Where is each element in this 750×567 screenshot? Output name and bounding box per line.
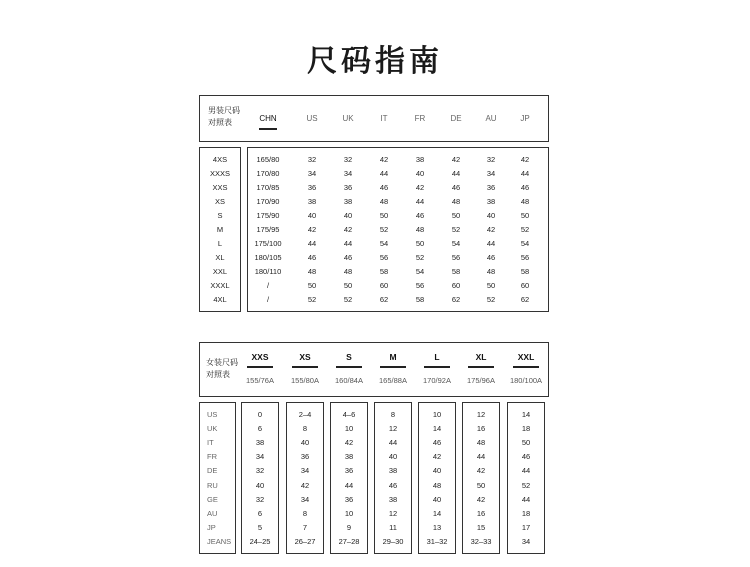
men-table-cell: 56 xyxy=(451,253,461,262)
men-table-cell: 42 xyxy=(307,225,317,234)
men-table-cell: 50 xyxy=(307,281,317,290)
men-table-cell: 58 xyxy=(379,267,389,276)
men-table-cell: 60 xyxy=(451,281,461,290)
men-table-cell: 56 xyxy=(520,253,530,262)
men-table-cell: 44 xyxy=(307,239,317,248)
women-table-cell: 8 xyxy=(302,508,308,518)
men-table-cell: 58 xyxy=(415,295,425,304)
women-table-cell: 44 xyxy=(388,438,398,448)
women-row-label: US xyxy=(207,410,218,419)
men-size-label: XXL xyxy=(212,267,228,276)
men-table-cell: 36 xyxy=(307,183,317,192)
men-table-cell: 48 xyxy=(520,197,530,206)
men-table-cell: 54 xyxy=(520,239,530,248)
men-table-cell: 38 xyxy=(415,155,425,164)
men-table-cell: 44 xyxy=(415,197,425,206)
men-table-cell: 34 xyxy=(486,169,496,178)
men-header-au: AU xyxy=(485,114,497,123)
women-table-cell: 46 xyxy=(432,438,442,448)
women-size-xl: XL xyxy=(475,352,487,362)
men-size-label: S xyxy=(217,211,223,220)
men-size-label: XL xyxy=(215,253,225,262)
men-table-cell: 50 xyxy=(520,211,530,220)
women-table-cell: 44 xyxy=(521,494,531,504)
women-table-cell: 42 xyxy=(476,466,486,476)
men-size-label: 4XL xyxy=(213,295,227,304)
women-size-measure: 170/92A xyxy=(423,376,451,385)
women-size-xxs: XXS xyxy=(251,352,269,362)
women-row-label: AU xyxy=(207,508,218,518)
women-label-column-box xyxy=(199,402,236,554)
men-table-cell: 58 xyxy=(520,267,530,276)
women-size-measure: 160/84A xyxy=(335,376,363,385)
men-table-cell: 40 xyxy=(343,211,353,220)
women-table-cell: 32 xyxy=(255,494,265,504)
men-size-label: XXXL xyxy=(210,281,230,290)
women-row-label: DE xyxy=(207,466,218,476)
men-table-cell: 62 xyxy=(379,295,389,304)
women-table-cell: 40 xyxy=(300,438,310,448)
men-table-cell: 48 xyxy=(486,267,496,276)
men-table-cell: 58 xyxy=(451,267,461,276)
men-table-cell: 165/80 xyxy=(256,155,280,164)
men-table-cell: 44 xyxy=(451,169,461,178)
men-table-cell: 42 xyxy=(415,183,425,192)
men-table-cell: 50 xyxy=(415,239,425,248)
women-table-cell: 42 xyxy=(432,452,442,462)
men-table-cell: 52 xyxy=(486,295,496,304)
women-size-underline xyxy=(380,366,406,368)
men-header-de: DE xyxy=(450,114,462,123)
women-table-cell: 46 xyxy=(388,480,398,490)
men-table-cell: 46 xyxy=(520,183,530,192)
women-size-measure: 175/96A xyxy=(467,376,495,385)
women-table-cell: 12 xyxy=(476,410,486,419)
men-table-cell: 54 xyxy=(415,267,425,276)
men-table-label: 男装尺码 对照表 xyxy=(208,106,240,127)
women-table-cell: 8 xyxy=(390,410,396,419)
women-table-cell: 16 xyxy=(476,424,486,434)
men-table-cell: 46 xyxy=(486,253,496,262)
women-table-cell: 11 xyxy=(389,522,397,532)
women-size-underline xyxy=(513,366,539,368)
men-table-cell: 48 xyxy=(379,197,389,206)
men-size-label: L xyxy=(217,239,223,248)
women-table-cell: 0 xyxy=(257,410,263,419)
women-size-s: S xyxy=(346,352,352,362)
women-table-cell: 18 xyxy=(521,424,531,434)
women-table-cell: 40 xyxy=(388,452,398,462)
men-table-cell: 42 xyxy=(379,155,389,164)
women-row-label: IT xyxy=(207,438,214,448)
men-table-cell: 32 xyxy=(486,155,496,164)
men-table-cell: 180/110 xyxy=(254,267,282,276)
men-table-cell: 38 xyxy=(343,197,353,206)
men-table-cell: 46 xyxy=(343,253,353,262)
men-table-cell: 50 xyxy=(343,281,353,290)
men-header-it: IT xyxy=(380,114,388,123)
women-size-underline xyxy=(336,366,362,368)
women-table-cell: 18 xyxy=(521,508,531,518)
women-table-label: 女装尺码 对照表 xyxy=(206,358,238,379)
women-size-measure: 165/88A xyxy=(379,376,407,385)
women-table-cell: 42 xyxy=(476,494,486,504)
men-table-cell: 48 xyxy=(307,267,317,276)
men-table-cell: 175/95 xyxy=(256,225,280,234)
men-table-cell: 175/90 xyxy=(256,211,280,220)
women-size-underline xyxy=(247,366,273,368)
men-table-cell: 60 xyxy=(520,281,530,290)
men-header-fr: FR xyxy=(414,114,426,123)
women-table-cell: 31–32 xyxy=(426,536,448,546)
men-header-jp: JP xyxy=(520,114,530,123)
women-table-cell: 44 xyxy=(344,480,354,490)
women-header-box xyxy=(199,342,549,397)
men-table-cell: 48 xyxy=(451,197,461,206)
women-table-cell: 38 xyxy=(388,494,398,504)
women-table-cell: 48 xyxy=(432,480,442,490)
men-table-cell: 56 xyxy=(415,281,425,290)
men-table-cell: 40 xyxy=(415,169,425,178)
men-table-cell: 34 xyxy=(307,169,317,178)
women-table-cell: 40 xyxy=(255,480,265,490)
women-size-measure: 180/100A xyxy=(509,376,543,385)
men-table-cell: 52 xyxy=(451,225,461,234)
women-table-cell: 15 xyxy=(476,522,486,532)
women-table-cell: 4–6 xyxy=(342,410,356,419)
men-table-cell: 34 xyxy=(343,169,353,178)
men-table-cell: 170/90 xyxy=(256,197,280,206)
active-header-underline xyxy=(259,128,277,130)
women-size-measure: 155/76A xyxy=(246,376,274,385)
women-table-cell: 6 xyxy=(257,508,263,518)
men-table-cell: 42 xyxy=(486,225,496,234)
women-table-cell: 14 xyxy=(432,508,442,518)
men-table-cell: 42 xyxy=(520,155,530,164)
women-table-cell: 9 xyxy=(346,522,352,532)
men-table-cell: 46 xyxy=(451,183,461,192)
women-row-label: JEANS xyxy=(207,536,232,546)
women-table-cell: 44 xyxy=(521,466,531,476)
men-table-cell: 50 xyxy=(486,281,496,290)
women-table-cell: 12 xyxy=(388,508,398,518)
women-size-xs: XS xyxy=(299,352,311,362)
women-row-label: JP xyxy=(207,522,216,532)
women-table-cell: 50 xyxy=(521,438,531,448)
men-table-cell: 48 xyxy=(343,267,353,276)
men-table-cell: 46 xyxy=(307,253,317,262)
men-table-cell: 32 xyxy=(307,155,317,164)
women-size-underline xyxy=(292,366,318,368)
women-table-cell: 24–25 xyxy=(249,536,271,546)
men-size-label: XXXS xyxy=(209,169,230,178)
women-row-label: GE xyxy=(207,494,218,504)
women-table-cell: 12 xyxy=(388,424,398,434)
men-table-cell: 32 xyxy=(343,155,353,164)
women-row-label: UK xyxy=(207,424,218,434)
women-table-cell: 50 xyxy=(476,480,486,490)
men-header-us: US xyxy=(306,114,318,123)
women-table-cell: 34 xyxy=(521,536,531,546)
women-table-cell: 36 xyxy=(344,466,354,476)
women-table-cell: 34 xyxy=(255,452,265,462)
women-table-cell: 7 xyxy=(302,522,308,532)
women-table-cell: 32 xyxy=(255,466,265,476)
men-table-cell: 42 xyxy=(343,225,353,234)
men-table-cell: 36 xyxy=(343,183,353,192)
men-table-cell: 180/105 xyxy=(254,253,282,262)
men-table-cell: 52 xyxy=(520,225,530,234)
women-table-cell: 16 xyxy=(476,508,486,518)
men-table-cell: 44 xyxy=(486,239,496,248)
men-table-cell: 52 xyxy=(415,253,425,262)
women-table-cell: 38 xyxy=(388,466,398,476)
men-table-cell: 40 xyxy=(307,211,317,220)
women-table-cell: 8 xyxy=(302,424,308,434)
women-table-cell: 10 xyxy=(344,424,354,434)
women-size-xxl: XXL xyxy=(517,352,535,362)
women-size-l: L xyxy=(434,352,440,362)
men-table-cell: 52 xyxy=(379,225,389,234)
men-size-label: M xyxy=(216,225,224,234)
women-table-cell: 6 xyxy=(257,424,263,434)
page-title: 尺码指南 xyxy=(307,44,443,79)
women-table-cell: 32–33 xyxy=(470,536,492,546)
women-table-cell: 46 xyxy=(521,452,531,462)
men-table-cell: 50 xyxy=(451,211,461,220)
women-table-cell: 40 xyxy=(432,466,442,476)
women-table-cell: 26–27 xyxy=(294,536,316,546)
women-table-cell: 14 xyxy=(521,410,531,419)
men-table-cell: 170/85 xyxy=(256,183,280,192)
women-table-cell: 10 xyxy=(432,410,442,419)
women-table-cell: 40 xyxy=(432,494,442,504)
women-table-cell: 14 xyxy=(432,424,442,434)
men-table-cell: 42 xyxy=(451,155,461,164)
women-table-cell: 36 xyxy=(300,452,310,462)
men-table-cell: 170/80 xyxy=(256,169,280,178)
women-table-cell: 42 xyxy=(300,480,310,490)
women-table-cell: 48 xyxy=(476,438,486,448)
men-table-cell: 46 xyxy=(379,183,389,192)
men-table-cell: 62 xyxy=(451,295,461,304)
men-header-uk: UK xyxy=(342,114,354,123)
men-table-cell: 44 xyxy=(343,239,353,248)
men-size-label: XS xyxy=(214,197,225,206)
women-table-cell: 27–28 xyxy=(338,536,360,546)
men-table-cell: 40 xyxy=(486,211,496,220)
women-table-cell: 42 xyxy=(344,438,354,448)
women-table-cell: 29–30 xyxy=(382,536,404,546)
women-table-cell: 17 xyxy=(521,522,531,532)
women-size-underline xyxy=(424,366,450,368)
men-table-cell: / xyxy=(266,295,270,304)
women-table-cell: 34 xyxy=(300,466,310,476)
men-size-label: XXS xyxy=(212,183,228,192)
men-table-cell: 38 xyxy=(486,197,496,206)
men-table-cell: 54 xyxy=(379,239,389,248)
men-table-cell: 36 xyxy=(486,183,496,192)
women-row-label: RU xyxy=(207,480,218,490)
women-table-cell: 38 xyxy=(344,452,354,462)
men-table-cell: 52 xyxy=(343,295,353,304)
women-row-label: FR xyxy=(207,452,217,462)
men-table-cell: 44 xyxy=(379,169,389,178)
men-table-cell: / xyxy=(266,281,270,290)
men-header-chn: CHN xyxy=(259,114,277,123)
men-size-label: 4XS xyxy=(212,155,228,164)
men-table-cell: 44 xyxy=(520,169,530,178)
men-table-cell: 48 xyxy=(415,225,425,234)
men-table-cell: 52 xyxy=(307,295,317,304)
women-table-cell: 5 xyxy=(257,522,263,532)
men-table-cell: 38 xyxy=(307,197,317,206)
men-table-cell: 46 xyxy=(415,211,425,220)
men-table-cell: 175/100 xyxy=(254,239,282,248)
women-table-cell: 36 xyxy=(344,494,354,504)
women-table-cell: 13 xyxy=(432,522,442,532)
women-size-underline xyxy=(468,366,494,368)
men-table-cell: 62 xyxy=(520,295,530,304)
women-table-cell: 2–4 xyxy=(298,410,312,419)
women-size-m: M xyxy=(389,352,397,362)
men-table-cell: 54 xyxy=(451,239,461,248)
women-table-cell: 34 xyxy=(300,494,310,504)
women-table-cell: 10 xyxy=(344,508,354,518)
men-table-cell: 50 xyxy=(379,211,389,220)
men-table-cell: 60 xyxy=(379,281,389,290)
women-size-measure: 155/80A xyxy=(291,376,319,385)
women-table-cell: 38 xyxy=(255,438,265,448)
women-table-cell: 44 xyxy=(476,452,486,462)
men-table-cell: 56 xyxy=(379,253,389,262)
women-table-cell: 52 xyxy=(521,480,531,490)
